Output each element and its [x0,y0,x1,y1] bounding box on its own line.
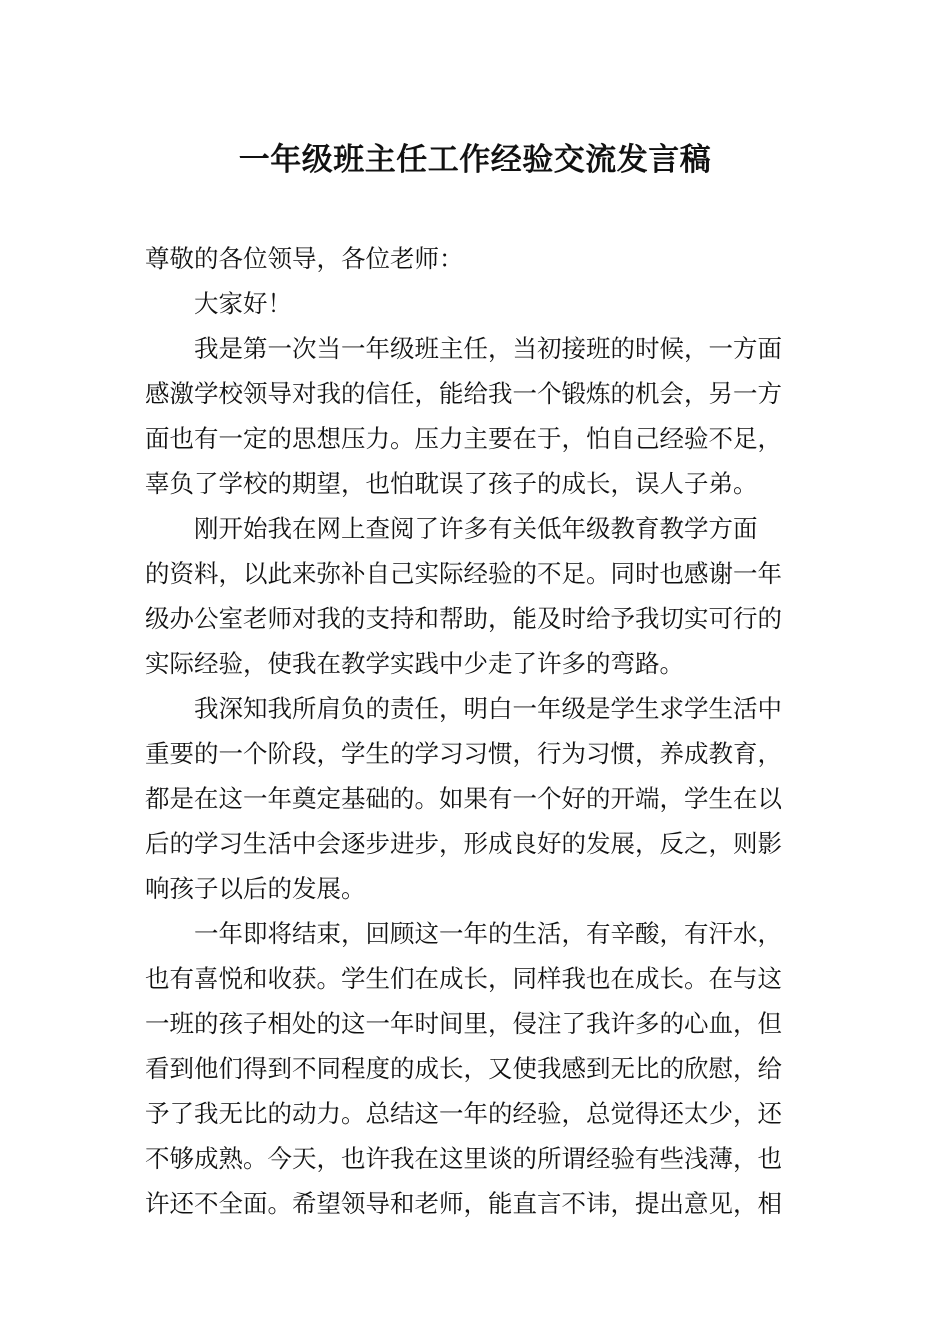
paragraph-1-line-4: 辜负了学校的期望，也怕耽误了孩子的成长，误人子弟。 [145,469,758,498]
paragraph-4-line-4: 看到他们得到不同程度的成长，又使我感到无比的欣慰，给 [145,1054,782,1083]
paragraph-4-line-6: 不够成熟。今天，也许我在这里谈的所谓经验有些浅薄，也 [145,1144,782,1173]
paragraph-4-line-3: 一班的孩子相处的这一年时间里，侵注了我许多的心血，但 [145,1009,782,1038]
paragraph-4-line-1: 一年即将结束，回顾这一年的生活，有辛酸，有汗水， [194,919,782,948]
paragraph-3-line-4: 后的学习生活中会逐步进步，形成良好的发展，反之，则影 [145,829,782,858]
document-title: 一年级班主任工作经验交流发言稿 [238,142,712,178]
salutation-line: 尊敬的各位领导，各位老师： [145,244,464,273]
paragraph-2-line-4: 实际经验，使我在教学实践中少走了许多的弯路。 [145,649,684,678]
paragraph-4-line-2: 也有喜悦和收获。学生们在成长，同样我也在成长。在与这 [145,964,782,993]
paragraph-2-line-3: 级办公室老师对我的支持和帮助，能及时给予我切实可行的 [145,604,782,633]
paragraph-3-line-1: 我深知我所肩负的责任，明白一年级是学生求学生活中 [194,694,782,723]
paragraph-1-line-1: 我是第一次当一年级班主任，当初接班的时候，一方面 [194,334,782,363]
paragraph-2-line-1: 刚开始我在网上查阅了许多有关低年级教育教学方面 [194,514,758,543]
paragraph-2-line-2: 的资料，以此来弥补自己实际经验的不足。同时也感谢一年 [145,559,782,588]
paragraph-3-line-5: 响孩子以后的发展。 [145,874,366,903]
paragraph-3-line-3: 都是在这一年奠定基础的。如果有一个好的开端，学生在以 [145,784,782,813]
paragraph-1-line-2: 感激学校领导对我的信任，能给我一个锻炼的机会，另一方 [145,379,782,408]
greeting-line: 大家好！ [194,289,292,318]
paragraph-1-line-3: 面也有一定的思想压力。压力主要在于，怕自己经验不足， [145,424,782,453]
paragraph-4-line-5: 予了我无比的动力。总结这一年的经验，总觉得还太少，还 [145,1099,782,1128]
paragraph-4-line-7: 许还不全面。希望领导和老师，能直言不讳，提出意见，相 [145,1189,782,1218]
document-body [145,236,813,1226]
paragraph-3-line-2: 重要的一个阶段，学生的学习习惯，行为习惯，养成教育， [145,739,782,768]
